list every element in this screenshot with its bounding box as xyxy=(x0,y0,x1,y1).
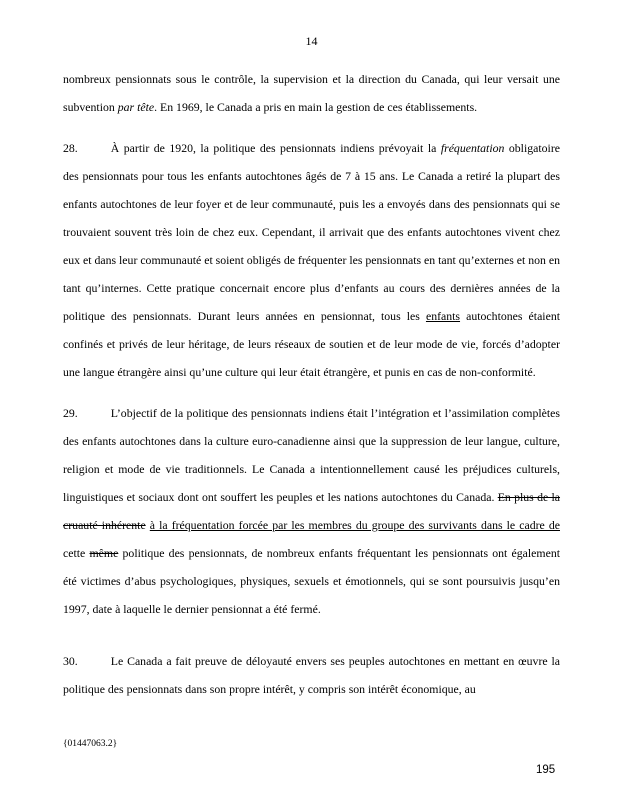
footer-page-number: 195 xyxy=(536,764,556,776)
text-segment-struck: même xyxy=(89,546,119,560)
paragraph-28 xyxy=(63,134,560,386)
paragraph-number: 29. xyxy=(63,406,78,420)
text-segment: obligatoire des pensionnats pour tous les enfants autochtones âgés de 7 à 15 ans. Le Canada a retiré la plupart des enfants autochtones de leur foyer et de leur communauté, puis les a envoyés dans des pensionnats qui se trouvaient souvent très loin de chez eux. Cependant, il arrivait que des enfants autochtones vivent chez eux et dans leur communauté et soient obligés de fréquenter les pensionnats en tant qu’externes et non en tant qu’internes. Cette pratique concernait encore plus d’enfants au cours des dernières années de la politique des pensionnats. Durant leurs années en pensionnat, tous les xyxy=(63,141,560,323)
paragraph-30 xyxy=(63,647,560,703)
text-segment: politique des pensionnats, de nombreux enfants fréquentant les pensionnats ont également été victimes d’abus psychologiques, physiques, sexuels et émotionnels, qui se sont poursuivis jusqu’en 1997, date à laquelle le dernier pensionnat a été fermé. xyxy=(63,546,561,616)
text-segment: Le Canada a fait preuve de déloyauté envers ses peuples autochtones en mettant en œuvre la politique des pensionnats dans son propre intérêt, y compris son intérêt économique, au xyxy=(63,654,560,696)
footer-doc-id: {01447063.2} xyxy=(63,739,118,749)
text-segment: autochtones étaient confinés et privés de leur héritage, de leurs réseaux de soutien et de leur mode de vie, forcés d’adopter une langue étrangère ainsi qu’une culture qui leur était étrangère, et punis en cas de non-conformité. xyxy=(63,309,560,379)
text-segment-italic: fréquentation xyxy=(440,141,505,155)
text-segment-underlined: enfants xyxy=(425,309,461,323)
text-segment-struck: En plus de la cruauté inhérente xyxy=(63,490,561,532)
text-segment-underlined: à la fréquentation forcée par les membres du groupe des survivants dans le cadre de xyxy=(149,518,560,532)
text-segment-italic: par tête xyxy=(117,100,155,114)
paragraph-number: 28. xyxy=(63,141,78,155)
paragraph-continuation xyxy=(63,65,560,121)
text-segment: À partir de 1920, la politique des pensionnats indiens prévoyait la xyxy=(110,141,441,155)
text-segment: nombreux pensionnats sous le contrôle, la supervision et la direction du Canada, qui leur versait une subvention xyxy=(63,72,560,114)
text-segment: . En 1969, le Canada a pris en main la gestion de ces établissements. xyxy=(154,100,478,114)
document-body xyxy=(63,65,560,703)
paragraph-number: 30. xyxy=(63,654,78,668)
paragraph-29 xyxy=(63,399,560,623)
text-segment: cette xyxy=(63,546,90,560)
page-number-top: 14 xyxy=(305,34,318,48)
text-segment: L’objectif de la politique des pensionnats indiens était l’intégration et l’assimilation complètes des enfants autochtones dans la culture euro-canadienne ainsi que la suppression de leur langue, culture, religion et mode de vie traditionnels. Le Canada a intentionnellement causé les préjudices culturels, linguistiques et sociaux dont ont souffert les peuples et les nations autochtones du Canada. xyxy=(63,406,560,504)
